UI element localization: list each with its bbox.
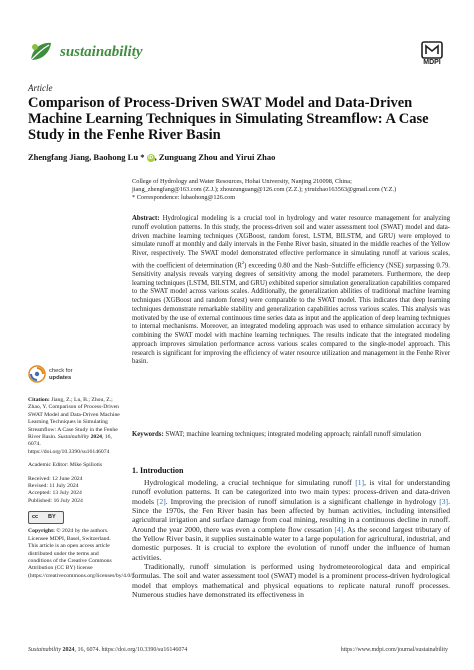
- affiliation-emails[interactable]: jiang_zhengfang@163.com (Z.J.); zhouzunguang@126.com (Z.Z.); yiruizhao163563@gmail.com (Y.Z.): [132, 186, 397, 194]
- citation-link-1[interactable]: [1]: [355, 478, 365, 487]
- correspondence[interactable]: * Correspondence: lubaohong@126.com: [132, 194, 236, 202]
- authors-first: Zhengfang Jiang, Baohong Lu *: [28, 152, 145, 162]
- check-updates-label: [49, 368, 73, 381]
- article-type-label: Article: [28, 83, 53, 93]
- affiliation-institution: College of Hydrology and Water Resources, Hohai University, Nanjing 210098, China;: [132, 178, 352, 185]
- abstract: [132, 215, 450, 367]
- footer-citation: [28, 647, 187, 653]
- journal-header: [28, 38, 448, 68]
- mdpi-logo[interactable]: [416, 41, 448, 67]
- date-received: Received: 12 June 2024: [28, 475, 83, 482]
- check-for-updates-button[interactable]: [28, 365, 122, 389]
- copyright-label: Copyright:: [28, 528, 55, 535]
- copyright-block: [28, 528, 136, 580]
- abstract-label: Abstract:: [132, 215, 160, 222]
- article-sidebar: [28, 365, 136, 580]
- intro-text: . Improving the precision of runoff simulation is a significant challenge in hydrology: [165, 496, 440, 506]
- citation-link-4[interactable]: [4]: [334, 524, 344, 534]
- date-revised: Revised: 11 July 2024: [28, 483, 79, 490]
- intro-text: , is vital for understanding runoff evolution patterns. It can be categorized into two main types: process-driven and data-driven models: [132, 478, 450, 506]
- citation-label: Citation:: [28, 397, 50, 403]
- citation-year: 2024: [89, 434, 102, 441]
- footer-year: 2024: [61, 647, 75, 653]
- academic-editor: Academic Editor: Mike Spiliotis: [28, 462, 103, 469]
- citation-link-2[interactable]: [2]: [156, 496, 166, 506]
- mdpi-logo-icon: [416, 41, 448, 59]
- footer-journal-url[interactable]: https://www.mdpi.com/journal/sustainability: [340, 647, 448, 653]
- journal-name[interactable]: sustainability: [60, 44, 143, 60]
- citation-block: [28, 397, 122, 456]
- footer-doi[interactable]: , 16, 6074. https://doi.org/10.3390/su16146074: [74, 647, 188, 653]
- keywords-label: Keywords:: [132, 431, 164, 438]
- intro-paragraph-1: [132, 478, 450, 562]
- keywords: [132, 431, 450, 440]
- intro-text: . Since the 1970s, the Fen River basin has been affected by human activities, including intensified agricultural irrigation and surface damage from coal mining, resulting in a continuous decline in runoff. Around the year 2000, there was even a complete flow cessation: [132, 496, 450, 534]
- check-updates-line2: updates: [49, 374, 72, 381]
- cc-by-license-icon[interactable]: [28, 511, 64, 524]
- keywords-text: SWAT; machine learning techniques; integrated modeling approach; rainfall runoff simulation: [163, 431, 422, 438]
- orcid-icon[interactable]: iD: [148, 155, 154, 162]
- mdpi-logo-text: MDPI: [423, 59, 441, 66]
- citation-journal: Sustainability: [57, 434, 90, 441]
- authors-rest: , Zunguang Zhou and Yirui Zhao: [154, 152, 276, 162]
- affiliation-block: [132, 178, 452, 203]
- section-heading-introduction: 1. Introduction: [132, 466, 184, 475]
- author-list: [28, 152, 448, 162]
- cc-text: cc: [32, 514, 39, 521]
- intro-paragraph-2: Traditionally, runoff simulation is performed using hydrometeorological data and empirical formulas. The soil and water assessment tool (SWAT) model is a prominent process-driven hydrological model that employs mathematical and physical equations to replicate natural runoff processes. Numerous studies have demonstrated its effectiveness in: [132, 562, 450, 600]
- abstract-superscript: 2: [241, 259, 245, 265]
- citation-doi[interactable]: , 16, 6074. https://doi.org/10.3390/su16146074: [28, 434, 112, 455]
- date-accepted: Accepted: 13 July 2024: [28, 490, 82, 497]
- intro-text: . As the second largest tributary of the Yellow River basin, it supplies sustainable water to a large population for agricultural, industrial, and domestic purposes. It is crucial to explore the evolution of runoff under the influence of human activities.: [132, 524, 450, 562]
- intro-text: Hydrological modeling, a crucial technique for simulating runoff: [144, 478, 356, 487]
- publication-dates: [28, 476, 122, 506]
- article-title: Comparison of Process-Driven SWAT Model and Data-Driven Machine Learning Techniques in Simulating Streamflow: A Case Study in the Fenhe River Basin: [28, 95, 429, 143]
- introduction-body: [132, 478, 450, 599]
- citation-text: Jiang, Z.; Lu, B.; Zhou, Z.; Zhao, Y. Comparison of Process-Driven SWAT Model and Data-Driven Machine Learning Techniques in Simulating Streamflow: A Case Study in the Fenhe River Basin.: [28, 397, 120, 441]
- check-updates-line1: check for: [49, 368, 73, 374]
- date-published: Published: 16 July 2024: [28, 497, 83, 504]
- footer-journal: Sustainability: [28, 647, 61, 653]
- abstract-text-b: ) exceeding 0.80 and the Nash–Sutcliffe efficiency (NSE) surpassing 0.79. Sensitivity analysis reveals varying degrees of sensitivity among the model parameters. Furthermore, the deep learning techniques (LSTM, BILSTM, and GRU) exhibited superior simulation generalization capabilities compared to the SWAT model across various scales. Additionally, the generalization abilities of traditional machine learning techniques (XGBoost and random forest) were comparable to the SWAT model. This indicates that deep learning techniques demonstrate remarkable stability and generalization capabilities across various scales. This analysis was motivated by the use of external continuous time series data as input and the application of deep learning techniques to internal mechanisms. Moreover, an integrated modeling approach was used to enhance simulation accuracy by combining the SWAT model with machine learning techniques. The results indicate that the integrated modeling approach improves simulation performance across various scales compared to the single-model approach. This research is significant for improving the efficiency of water resource utilization and management in the Fenhe River basin.: [132, 262, 450, 366]
- citation-link-3[interactable]: [3]: [439, 496, 449, 506]
- check-updates-icon: [28, 365, 46, 383]
- abstract-text-a: Hydrological modeling is a crucial tool in hydrology and water resource management for analyzing runoff evolution patterns. In this study, the process-driven soil and water assessment tool (SWAT) model and data-driven machine learning techniques (XGBoost, random forest, LSTM, BILSTM, and GRU) were employed to simulate runoff at monthly and daily intervals in the Fenhe River basin, situated in the middle reaches of the Yellow River, respectively. The SWAT model demonstrated effective performance in simulating runoff at various scales, with the coefficient of determination (R: [132, 215, 450, 270]
- copyright-text: © 2024 by the authors. Licensee MDPI, Basel, Switzerland. This article is an open access article distributed under the terms and conditions of the Creative Commons Attribution (CC BY) license (https://creativecommons.org/licenses/by/4.0/).: [28, 528, 136, 579]
- leaf-logo-icon: [28, 40, 54, 64]
- by-text: BY: [48, 514, 56, 521]
